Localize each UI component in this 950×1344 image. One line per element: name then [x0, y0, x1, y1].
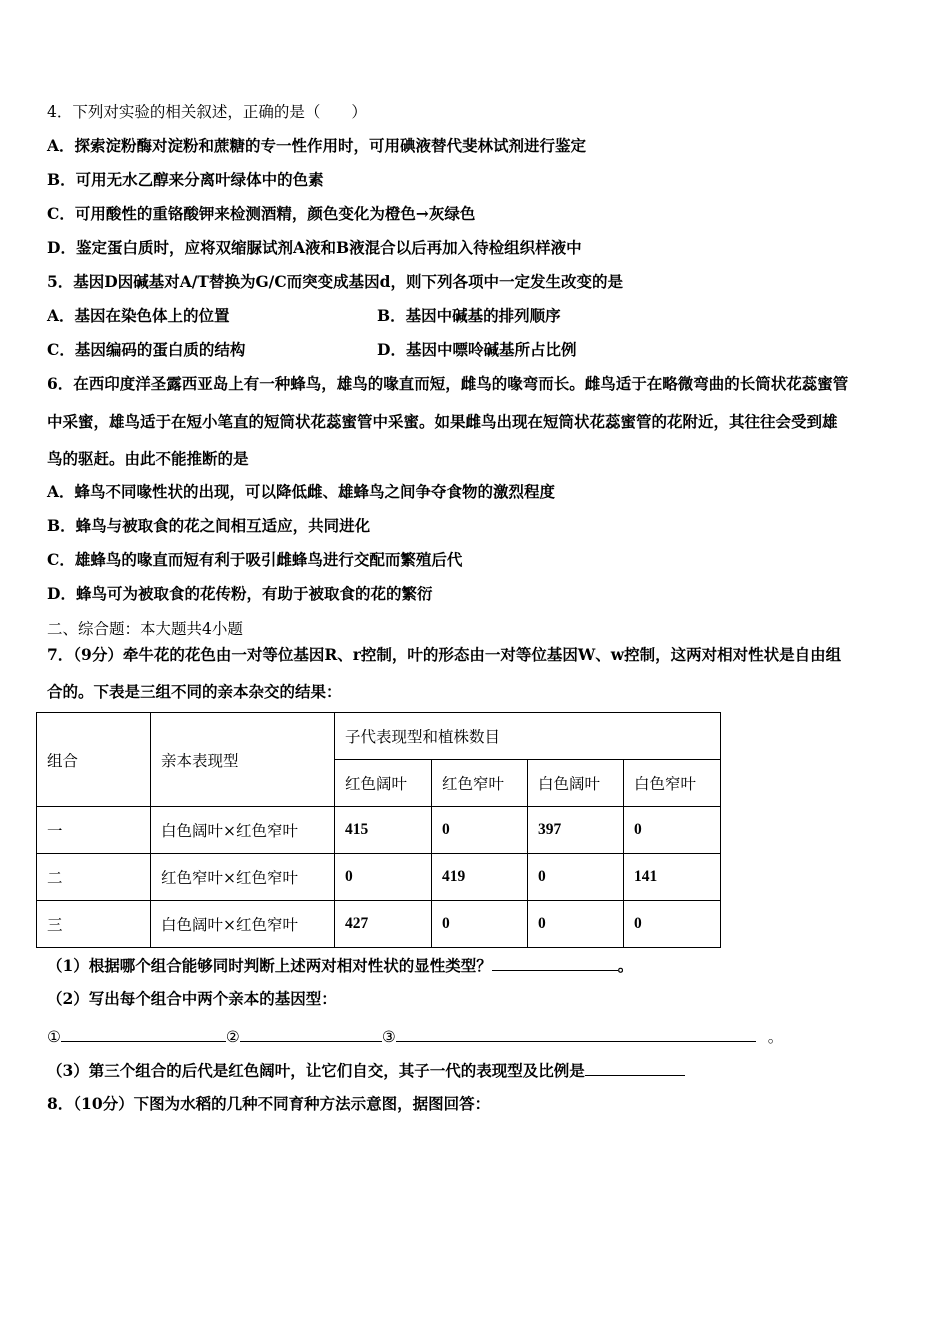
marker-1: ① — [47, 1028, 61, 1046]
count-cell: 0 — [624, 807, 721, 854]
q7-part3-text: （3）第三个组合的后代是红色阔叶，让它们自交，其子一代的表现型及比例是 — [47, 1061, 585, 1080]
q7-part2-end: 。 — [767, 1028, 784, 1046]
q4-option-a: A．探索淀粉酶对淀粉和蔗糖的专一性作用时，可用碘液替代斐林试剂进行鉴定 — [47, 136, 587, 155]
q6-option-b: B．蜂鸟与被取食的花之间相互适应，共同进化 — [47, 516, 371, 535]
q5-option-c: C．基因编码的蛋白质的结构 — [47, 340, 246, 359]
answer-blank-3[interactable] — [240, 1026, 382, 1042]
q5-option-a: A．基因在染色体上的位置 — [47, 306, 230, 325]
results-table — [36, 712, 721, 948]
table-row — [37, 807, 721, 854]
q7-part2: （2）写出每个组合中两个亲本的基因型： — [47, 989, 337, 1008]
q6-option-d: D．蜂鸟可为被取食的花传粉，有助于被取食的花的繁衍 — [47, 584, 433, 603]
answer-blank-4[interactable] — [396, 1026, 756, 1042]
count-cell: 141 — [624, 854, 721, 901]
answer-blank-2[interactable] — [61, 1026, 226, 1042]
q4-option-c: C．可用酸性的重铬酸钾来检测酒精，颜色变化为橙色→灰绿色 — [47, 204, 476, 223]
q6-option-a: A．蜂鸟不同喙性状的出现，可以降低雌、雄蜂鸟之间争夺食物的激烈程度 — [47, 482, 556, 501]
parent-cell: 白色阔叶×红色窄叶 — [151, 807, 335, 854]
q7-part3 — [47, 1060, 685, 1081]
q5-stem: 5．基因D因碱基对A/T替换为G/C而突变成基因d，则下列各项中一定发生改变的是 — [47, 272, 624, 291]
parent-cell: 白色阔叶×红色窄叶 — [151, 901, 335, 948]
count-cell: 0 — [528, 901, 624, 948]
q6-option-c: C．雄蜂鸟的喙直而短有利于吸引雌蜂鸟进行交配而繁殖后代 — [47, 550, 463, 569]
table-row — [37, 901, 721, 948]
q5-option-d: D．基因中嘌呤碱基所占比例 — [377, 340, 577, 359]
header-group: 组合 — [37, 713, 151, 807]
q7-stem-line2: 合的。下表是三组不同的亲本杂交的结果： — [47, 682, 342, 701]
q4-option-d: D．鉴定蛋白质时，应将双缩脲试剂A液和B液混合以后再加入待检组织样液中 — [47, 238, 582, 257]
count-cell: 0 — [432, 901, 528, 948]
count-cell: 397 — [528, 807, 624, 854]
q4-option-b: B．可用无水乙醇来分离叶绿体中的色素 — [47, 170, 324, 189]
q6-stem-line1: 6．在西印度洋圣露西亚岛上有一种蜂鸟，雄鸟的喙直而短，雌鸟的喙弯而长。雌鸟适于在略微弯曲的长筒状花蕊蜜管 — [47, 374, 849, 393]
count-cell: 0 — [528, 854, 624, 901]
q8-stem: 8．（10分）下图为水稻的几种不同育种方法示意图，据图回答： — [47, 1094, 491, 1113]
q7-part1-text: （1）根据哪个组合能够同时判断上述两对相对性状的显性类型？ — [47, 956, 492, 975]
section-heading: 二、综合题：本大题共4小题 — [47, 620, 243, 638]
subheader-white-narrow: 白色窄叶 — [624, 760, 721, 807]
count-cell: 415 — [335, 807, 432, 854]
group-cell: 二 — [37, 854, 151, 901]
subheader-red-broad: 红色阔叶 — [335, 760, 432, 807]
answer-blank-1[interactable] — [492, 955, 618, 971]
marker-3: ③ — [381, 1028, 396, 1046]
table-header-row — [37, 713, 721, 760]
q4-stem: 4．下列对实验的相关叙述，正确的是（ ） — [47, 103, 367, 121]
group-cell: 一 — [37, 807, 151, 854]
subheader-red-narrow: 红色窄叶 — [432, 760, 528, 807]
table-row — [37, 854, 721, 901]
q7-stem-line1: 7．（9分）牵牛花的花色由一对等位基因R、r控制，叶的形态由一对等位基因W、w控制，这两对相对性状是自由组 — [47, 645, 842, 664]
count-cell: 427 — [335, 901, 432, 948]
count-cell: 0 — [335, 854, 432, 901]
group-cell: 三 — [37, 901, 151, 948]
subheader-white-broad: 白色阔叶 — [528, 760, 624, 807]
q7-part1 — [47, 955, 633, 976]
q6-stem-line3: 鸟的驱赶。由此不能推断的是 — [47, 449, 249, 468]
count-cell: 0 — [624, 901, 721, 948]
header-offspring: 子代表现型和植株数目 — [335, 713, 721, 760]
count-cell: 419 — [432, 854, 528, 901]
q5-option-b: B．基因中碱基的排列顺序 — [377, 306, 561, 325]
header-parent: 亲本表现型 — [151, 713, 335, 807]
count-cell: 0 — [432, 807, 528, 854]
marker-2: ② — [225, 1028, 240, 1046]
q6-stem-line2: 中采蜜，雄鸟适于在短小笔直的短筒状花蕊蜜管中采蜜。如果雌鸟出现在短筒状花蕊蜜管的花附近，其往往会受到雄 — [47, 412, 838, 431]
q7-part2-answers — [47, 1026, 783, 1047]
q7-part1-end: 。 — [617, 956, 634, 975]
parent-cell: 红色窄叶×红色窄叶 — [151, 854, 335, 901]
answer-blank-5[interactable] — [585, 1060, 685, 1076]
